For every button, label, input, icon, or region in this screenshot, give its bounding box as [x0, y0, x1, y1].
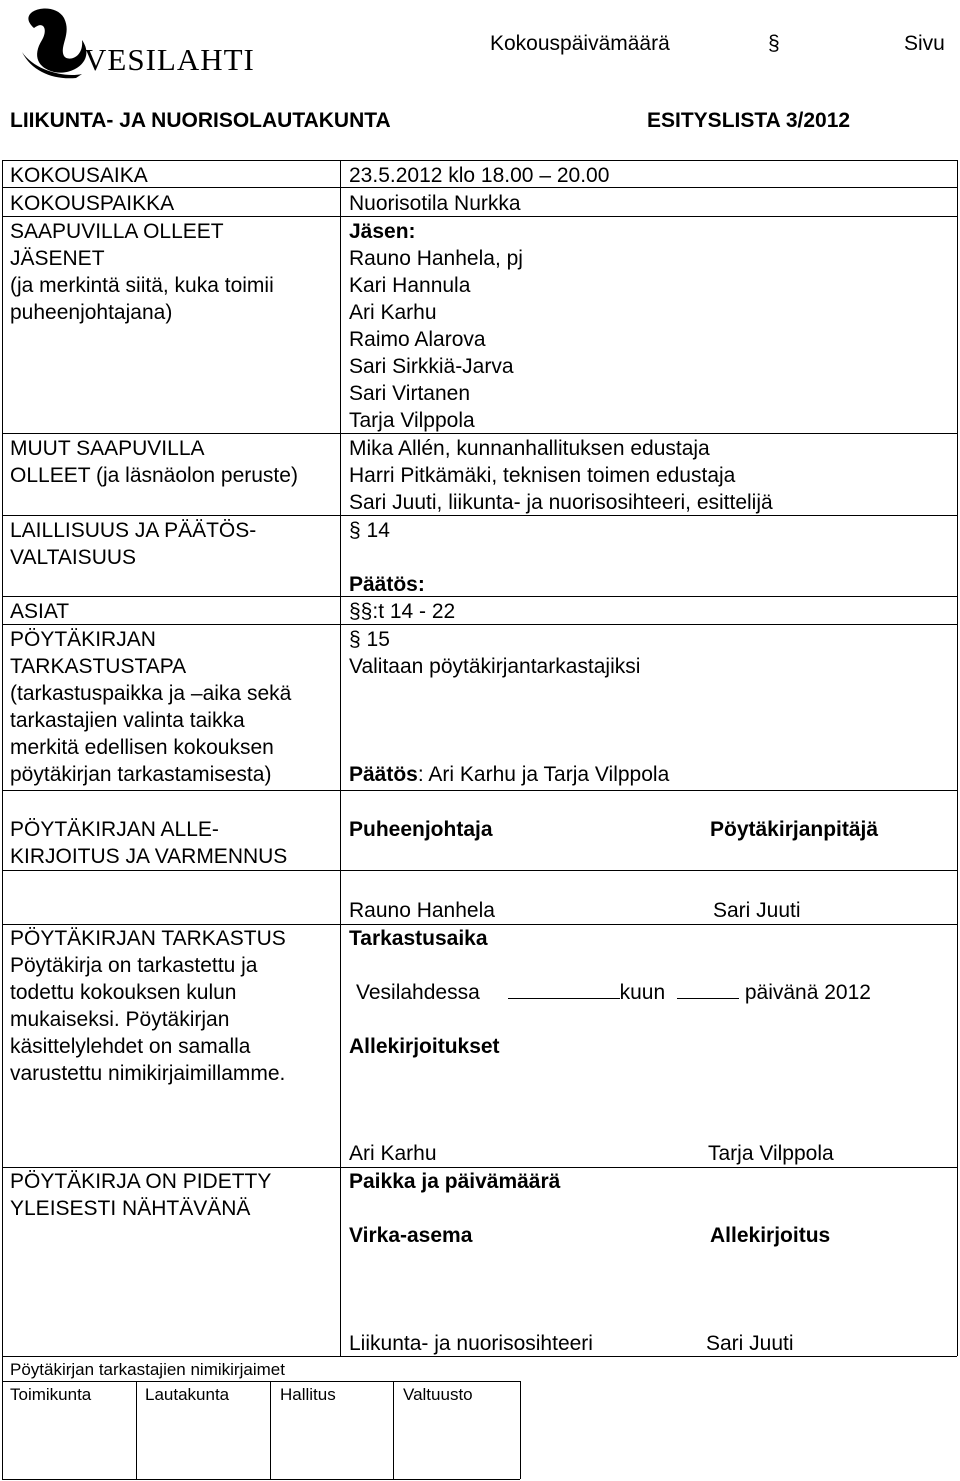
list-item: Kari Hannula — [349, 274, 471, 297]
divider — [2, 1381, 520, 1382]
divider — [2, 790, 957, 791]
initials-column-header: Lautakunta — [145, 1385, 230, 1404]
initials-title: Pöytäkirjan tarkastajien nimikirjaimet — [10, 1360, 285, 1379]
members-list — [349, 218, 523, 434]
section-symbol: § — [768, 32, 780, 55]
time-value: 23.5.2012 klo 18.00 – 20.00 — [349, 164, 610, 187]
divider — [2, 596, 957, 597]
list-item: Ari Karhu — [349, 301, 437, 324]
divider — [2, 624, 957, 625]
review-decision-label: Päätös — [349, 763, 418, 786]
secretary-label: Pöytäkirjanpitäjä — [710, 818, 879, 841]
blank-field — [677, 980, 739, 999]
list-item: Raimo Alarova — [349, 328, 486, 351]
inspection-time-label: Tarkastusaika — [349, 927, 488, 950]
initials-column-header: Toimikunta — [10, 1385, 92, 1404]
page-label: Sivu — [904, 32, 945, 55]
signing-label: PÖYTÄKIRJAN ALLE- KIRJOITUS JA VARMENNUS — [10, 818, 288, 868]
list-item: Sari Sirkkiä-Jarva — [349, 355, 514, 378]
legality-label: LAILLISUUS JA PÄÄTÖS- VALTAISUUS — [10, 519, 257, 569]
divider — [2, 870, 957, 871]
matters-label: ASIAT — [10, 600, 70, 623]
secretary-name: Sari Juuti — [713, 899, 801, 922]
place-label: KOKOUSPAIKKA — [10, 192, 175, 215]
table-border-right — [520, 1381, 521, 1479]
time-label: KOKOUSAIKA — [10, 164, 148, 187]
signature-label: Allekirjoitus — [710, 1224, 831, 1247]
inspector-1: Ari Karhu — [349, 1142, 437, 1165]
review-section: § 15 — [349, 628, 390, 651]
chair-label: Puheenjohtaja — [349, 818, 493, 841]
legality-decision-label: Päätös: — [349, 573, 425, 596]
list-item: Harri Pitkämäki, teknisen toimen edustaja — [349, 464, 736, 487]
column-divider — [393, 1381, 394, 1479]
list-item: Rauno Hanhela, pj — [349, 247, 523, 270]
others-label: MUUT SAAPUVILLA OLLEET (ja läsnäolon peruste) — [10, 437, 298, 487]
meeting-date-label: Kokouspäivämäärä — [490, 32, 670, 55]
review-decision — [349, 761, 669, 788]
agenda-title: ESITYSLISTA 3/2012 — [647, 109, 851, 132]
list-item: Mika Allén, kunnanhallituksen edustaja — [349, 437, 710, 460]
legality-section: § 14 — [349, 519, 390, 542]
others-list — [349, 435, 773, 516]
place-value: Nuorisotila Nurkka — [349, 192, 521, 215]
members-heading: Jäsen: — [349, 220, 416, 243]
chair-name: Rauno Hanhela — [349, 899, 495, 922]
list-item: Sari Virtanen — [349, 382, 471, 405]
column-divider — [340, 160, 341, 1356]
review-label: PÖYTÄKIRJAN TARKASTUSTAPA (tarkastuspaikka ja –aika sekä tarkastajien valinta taikka merkitä edellisen kokouksen pöytäkirjan tarkastamisesta) — [10, 628, 292, 786]
list-item: Sari Juuti, liikunta- ja nuorisosihteeri, esittelijä — [349, 491, 773, 514]
list-item: Tarja Vilppola — [349, 409, 475, 432]
public-label: PÖYTÄKIRJA ON PIDETTY YLEISESTI NÄHTÄVÄNÄ — [10, 1170, 272, 1220]
signatures-label: Allekirjoitukset — [349, 1035, 500, 1058]
committee-title: LIIKUNTA- JA NUORISOLAUTAKUNTA — [10, 109, 391, 132]
review-decision-value: : Ari Karhu ja Tarja Vilppola — [417, 763, 670, 786]
matters-value: §§:t 14 - 22 — [349, 600, 456, 623]
place-date-label: Paikka ja päivämäärä — [349, 1170, 561, 1193]
table-border-right — [957, 160, 958, 1356]
table-border-left — [2, 160, 3, 1479]
initials-column-header: Valtuusto — [403, 1385, 473, 1404]
inspection-date-line: Vesilahdessa kuun päivänä 2012 — [356, 981, 871, 1004]
column-divider — [136, 1381, 137, 1479]
logo-text: VESILAHTI — [84, 42, 255, 77]
members-label: SAAPUVILLA OLLEET JÄSENET (ja merkintä siitä, kuka toimii puheenjohtajana) — [10, 220, 274, 324]
column-divider — [270, 1381, 271, 1479]
blank-field — [508, 980, 620, 999]
initials-column-header: Hallitus — [280, 1385, 336, 1404]
position-value: Liikunta- ja nuorisosihteeri — [349, 1332, 593, 1355]
divider — [2, 1479, 520, 1480]
position-label: Virka-asema — [349, 1224, 473, 1247]
review-text: Valitaan pöytäkirjantarkastajiksi — [349, 655, 641, 678]
divider — [2, 160, 957, 161]
signer-name: Sari Juuti — [706, 1332, 794, 1355]
inspection-label: PÖYTÄKIRJAN TARKASTUS Pöytäkirja on tarkastettu ja todettu kokouksen kulun mukaiseksi. Pöytäkirjan käsittelylehdet on samalla varustettu nimikirjaimillamme. — [10, 927, 286, 1085]
inspector-2: Tarja Vilppola — [708, 1142, 834, 1165]
